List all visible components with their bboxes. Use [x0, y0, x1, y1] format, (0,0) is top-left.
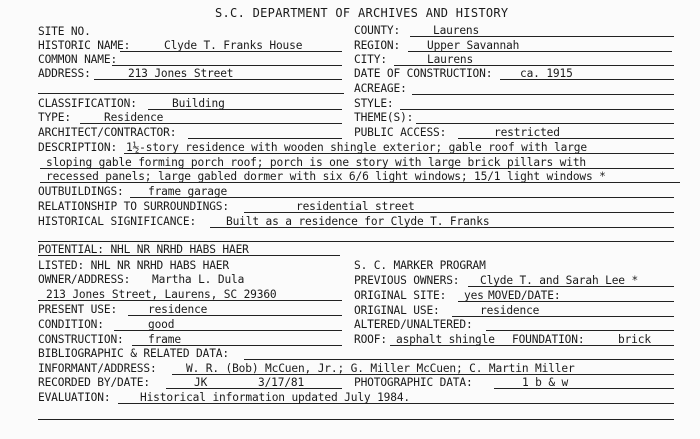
evaluation-underline	[118, 403, 674, 404]
relationship-value: residential street	[296, 200, 415, 213]
bibliographic-label: BIBLIOGRAPHIC & RELATED DATA:	[38, 347, 229, 360]
recorded-label: RECORDED BY/DATE:	[38, 376, 150, 389]
present-use-value: residence	[148, 303, 208, 316]
marker-program: S. C. MARKER PROGRAM	[354, 259, 486, 272]
address-underline	[94, 79, 342, 80]
photographic-label: PHOTOGRAPHIC DATA:	[354, 376, 473, 389]
potential-rule	[38, 255, 340, 256]
type-label: TYPE:	[38, 111, 71, 124]
owner-value: Martha L. Dula	[152, 273, 245, 286]
roof-underline	[390, 345, 674, 346]
outbuildings-label: OUTBUILDINGS:	[38, 185, 124, 198]
altered-label: ALTERED/UNALTERED:	[354, 318, 473, 331]
theme-label: THEME(S):	[354, 111, 414, 124]
informant-value: W. R. (Bob) McCuen, Jr.; G. Miller McCuen; C. Martin Miller	[186, 362, 575, 375]
altered-underline	[486, 330, 674, 331]
present-use-underline	[128, 315, 342, 316]
construction-value: frame	[148, 333, 181, 346]
theme-underline	[416, 123, 674, 124]
roof-label: ROOF:	[354, 333, 387, 346]
description-underline-3	[40, 182, 680, 183]
type-underline	[80, 123, 342, 124]
significance-value: Built as a residence for Clyde T. Franks	[226, 215, 490, 228]
address-value: 213 Jones Street	[128, 67, 234, 80]
outbuildings-underline	[130, 197, 674, 198]
relationship-label: RELATIONSHIP TO SURROUNDINGS:	[38, 200, 229, 213]
description-line-1: 1½-story residence with wooden shingle exterior; gable roof with large	[126, 141, 587, 154]
informant-underline	[172, 374, 674, 375]
city-value: Laurens	[427, 53, 474, 66]
owner-address: 213 Jones Street, Laurens, SC 29360	[46, 288, 277, 301]
city-label: CITY:	[354, 53, 387, 66]
original-site-label: ORIGINAL SITE:	[354, 289, 447, 302]
significance-label: HISTORICAL SIGNIFICANCE:	[38, 215, 197, 228]
date-underline	[500, 79, 674, 80]
roof-value: asphalt shingle	[396, 333, 495, 346]
county-value: Laurens	[433, 24, 480, 37]
acreage-label: ACREAGE:	[354, 82, 407, 95]
date-label: DATE OF CONSTRUCTION:	[354, 67, 493, 80]
moved-date-label: MOVED/DATE:	[488, 289, 561, 302]
significance-underline	[210, 227, 674, 228]
public-access-label: PUBLIC ACCESS:	[354, 126, 447, 139]
region-label: REGION:	[354, 39, 401, 52]
recorded-by-value: JK	[194, 376, 208, 389]
significance-underline-2	[38, 241, 674, 242]
evaluation-label: EVALUATION:	[38, 391, 111, 404]
site-no-label: SITE NO.	[38, 25, 91, 38]
classification-underline	[148, 109, 342, 110]
county-underline	[410, 36, 674, 37]
condition-label: CONDITION:	[38, 318, 104, 331]
description-line-3: recessed panels; large gabled dormer with six 6/6 light windows; 15/1 light windows *	[46, 170, 606, 183]
original-use-value: residence	[480, 304, 540, 317]
original-use-label: ORIGINAL USE:	[354, 304, 440, 317]
recorded-date-value: 3/17/81	[258, 376, 305, 389]
previous-owners-label: PREVIOUS OWNERS:	[354, 274, 460, 287]
architect-label: ARCHITECT/CONTRACTOR:	[38, 126, 177, 139]
original-site-underline	[458, 301, 674, 302]
condition-value: good	[148, 318, 175, 331]
common-name-label: COMMON NAME:	[38, 53, 118, 66]
region-value: Upper Savannah	[427, 39, 520, 52]
public-access-value: restricted	[494, 126, 560, 139]
common-name-underline	[112, 65, 342, 66]
historic-name-underline	[120, 51, 342, 52]
foundation-label: FOUNDATION:	[512, 333, 585, 346]
recorded-underline	[166, 388, 342, 389]
original-use-underline	[452, 316, 674, 317]
address-label: ADDRESS:	[38, 67, 91, 80]
description-underline-2	[40, 168, 674, 169]
potential-row: POTENTIAL: NHL NR NRHD HABS HAER	[38, 243, 249, 256]
style-label: STYLE:	[354, 97, 394, 110]
construction-underline	[132, 345, 342, 346]
bibliographic-underline	[244, 359, 674, 360]
city-underline	[394, 65, 674, 66]
section-rule-1	[38, 93, 344, 94]
description-underline-1	[124, 153, 674, 154]
informant-label: INFORMANT/ADDRESS:	[38, 362, 157, 375]
listed-row: LISTED: NHL NR NRHD HABS HAER	[38, 259, 229, 272]
owner-address-underline	[38, 300, 342, 301]
relationship-underline	[244, 212, 674, 213]
classification-value: Building	[172, 97, 225, 110]
description-line-2: sloping gable forming porch roof; porch is one story with large brick pillars with	[46, 156, 587, 169]
description-label: DESCRIPTION:	[38, 141, 118, 154]
county-label: COUNTY:	[354, 24, 401, 37]
style-underline	[400, 109, 674, 110]
outbuildings-value: frame garage	[148, 185, 228, 198]
classification-label: CLASSIFICATION:	[38, 97, 137, 110]
historic-name-label: HISTORIC NAME:	[38, 39, 131, 52]
original-site-value: yes	[464, 289, 484, 302]
date-value: ca. 1915	[520, 67, 573, 80]
present-use-label: PRESENT USE:	[38, 303, 118, 316]
owner-label: OWNER/ADDRESS:	[38, 273, 131, 286]
previous-owners-underline	[468, 286, 674, 287]
condition-underline	[114, 330, 342, 331]
card-header: S.C. DEPARTMENT OF ARCHIVES AND HISTORY	[215, 6, 509, 20]
photographic-value: 1 b & w	[522, 376, 569, 389]
public-access-underline	[458, 138, 674, 139]
construction-label: CONSTRUCTION:	[38, 333, 124, 346]
evaluation-underline-2	[38, 419, 674, 420]
photographic-underline	[494, 388, 674, 389]
type-value: Residence	[104, 111, 164, 124]
previous-owners-value: Clyde T. and Sarah Lee *	[480, 274, 639, 287]
acreage-underline	[412, 94, 674, 95]
foundation-value: brick	[618, 333, 651, 346]
architect-underline	[188, 138, 342, 139]
historic-name-value: Clyde T. Franks House	[164, 39, 303, 52]
region-underline	[408, 51, 672, 52]
evaluation-value: Historical information updated July 1984.	[140, 391, 411, 404]
